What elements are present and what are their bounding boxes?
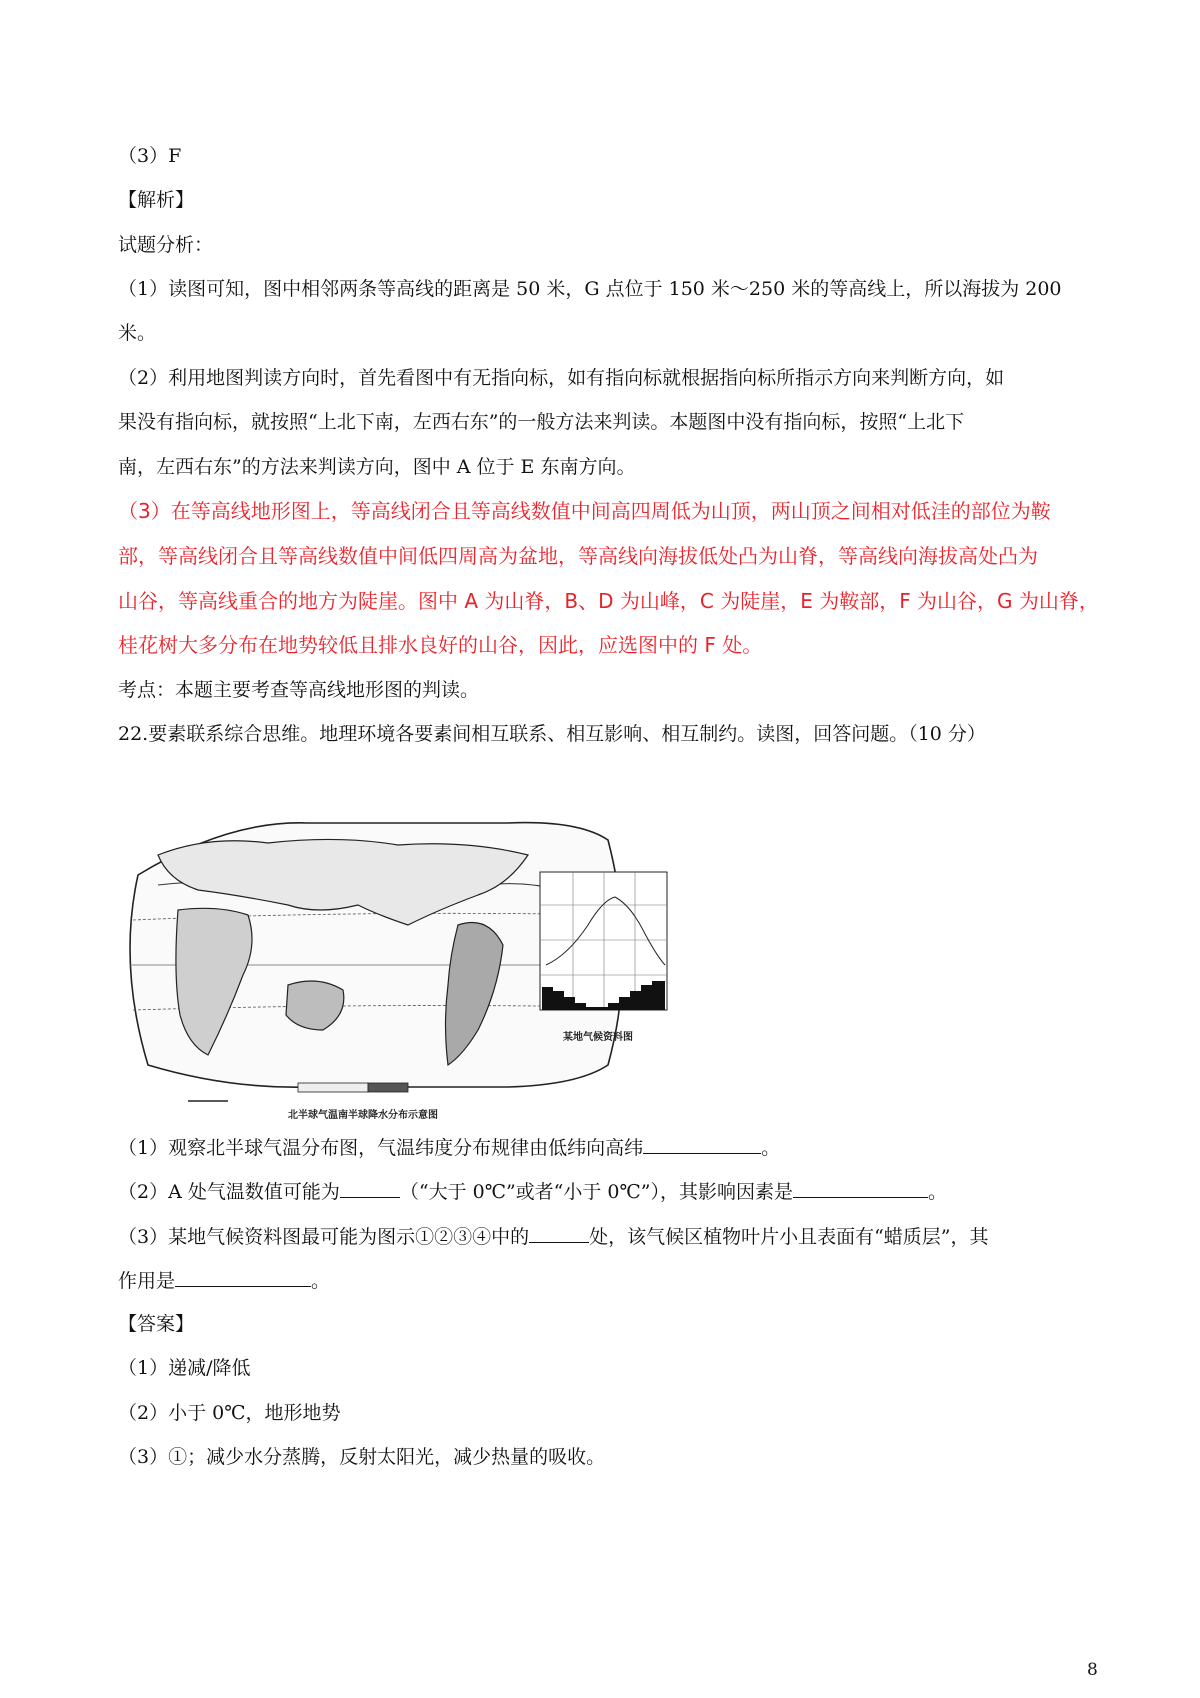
analysis-p1-line2: 米。	[118, 322, 157, 344]
analysis-p3-line4: 桂花树大多分布在地势较低且排水良好的山谷，因此，应选图中的 F 处。	[118, 633, 763, 657]
analysis-p2-line3: 南，左西右东”的方法来判读方向，图中 A 位于 E 东南方向。	[118, 456, 636, 478]
q1-suffix: 。	[761, 1137, 781, 1159]
question22-figure	[118, 815, 758, 1120]
analysis-p3-line2: 部，等高线闭合且等高线数值中间低四周高为盆地，等高线向海拔低处凸为山脊，等高线向海拔高处凸为	[118, 544, 1038, 568]
world-map-and-climate-chart	[118, 815, 758, 1120]
q3-text: （3）某地气候资料图最可能为图示①②③④中的	[118, 1226, 530, 1248]
analysis-p3-line1: （3）在等高线地形图上，等高线闭合且等高线数值中间高四周低为山顶，两山顶之间相对低洼的部位为鞍	[118, 499, 1051, 523]
analysis-p3-line3: 山谷，等高线重合的地方为陡崖。图中 A 为山脊，B、D 为山峰，C 为陡崖，E 为鞍部，F 为山谷，G 为山脊，	[118, 589, 1099, 613]
page-number: 8	[1087, 1660, 1098, 1680]
q3-line2-suffix: 。	[311, 1270, 331, 1292]
map-caption: 北半球气温南半球降水分布示意图	[288, 1110, 438, 1120]
q2-middle: （“大于 0℃”或者“小于 0℃”），其影响因素是	[399, 1181, 793, 1203]
map-legend-swatch	[298, 1083, 368, 1092]
q22-sub1	[118, 1133, 780, 1161]
analysis-p2-line1: （2）利用地图判读方向时，首先看图中有无指向标，如有指向标就根据指向标所指示方向来判断方向，如	[118, 367, 1005, 389]
answer-1: （1）递减/降低	[118, 1357, 251, 1379]
analysis-heading: 【解析】	[118, 189, 195, 211]
answer-blank[interactable]	[643, 1133, 761, 1154]
answers-heading: 【答案】	[118, 1313, 195, 1335]
q22-sub3	[118, 1222, 989, 1250]
q2-text: （2）A 处气温数值可能为	[118, 1181, 340, 1203]
map-legend-swatch	[368, 1083, 408, 1092]
q22-sub3-line2	[118, 1266, 330, 1294]
kaodian: 考点：本题主要考查等高线地形图的判读。	[118, 679, 480, 701]
analysis-p2-line2: 果没有指向标，就按照“上北下南，左西右东”的一般方法来判读。本题图中没有指向标，按照“上北下	[118, 411, 965, 433]
analysis-p1-line1: （1）读图可知，图中相邻两条等高线的距离是 50 米，G 点位于 150 米～250 米的等高线上，所以海拔为 200	[118, 278, 1062, 300]
chart-caption: 某地气候资料图	[563, 1032, 633, 1043]
prev-answer-3: （3）F	[118, 145, 182, 167]
question22-stem: 22.要素联系综合思维。地理环境各要素间相互联系、相互影响、相互制约。读图，回答问题。（10 分）	[118, 723, 986, 745]
answer-blank[interactable]	[793, 1177, 928, 1198]
answer-blank[interactable]	[175, 1266, 311, 1287]
answer-3: （3）①；减少水分蒸腾，反射太阳光，减少热量的吸收。	[118, 1446, 606, 1468]
q3-middle: 处，该气候区植物叶片小且表面有“蜡质层”，其	[589, 1226, 989, 1248]
q1-text: （1）观察北半球气温分布图，气温纬度分布规律由低纬向高纬	[118, 1137, 644, 1159]
q22-sub2	[118, 1177, 947, 1205]
analysis-subheading: 试题分析：	[118, 234, 214, 256]
q2-suffix: 。	[927, 1181, 947, 1203]
answer-blank[interactable]	[529, 1222, 589, 1243]
answer-blank[interactable]	[340, 1177, 400, 1198]
answer-2: （2）小于 0℃，地形地势	[118, 1402, 341, 1424]
q3-line2-text: 作用是	[118, 1270, 176, 1292]
